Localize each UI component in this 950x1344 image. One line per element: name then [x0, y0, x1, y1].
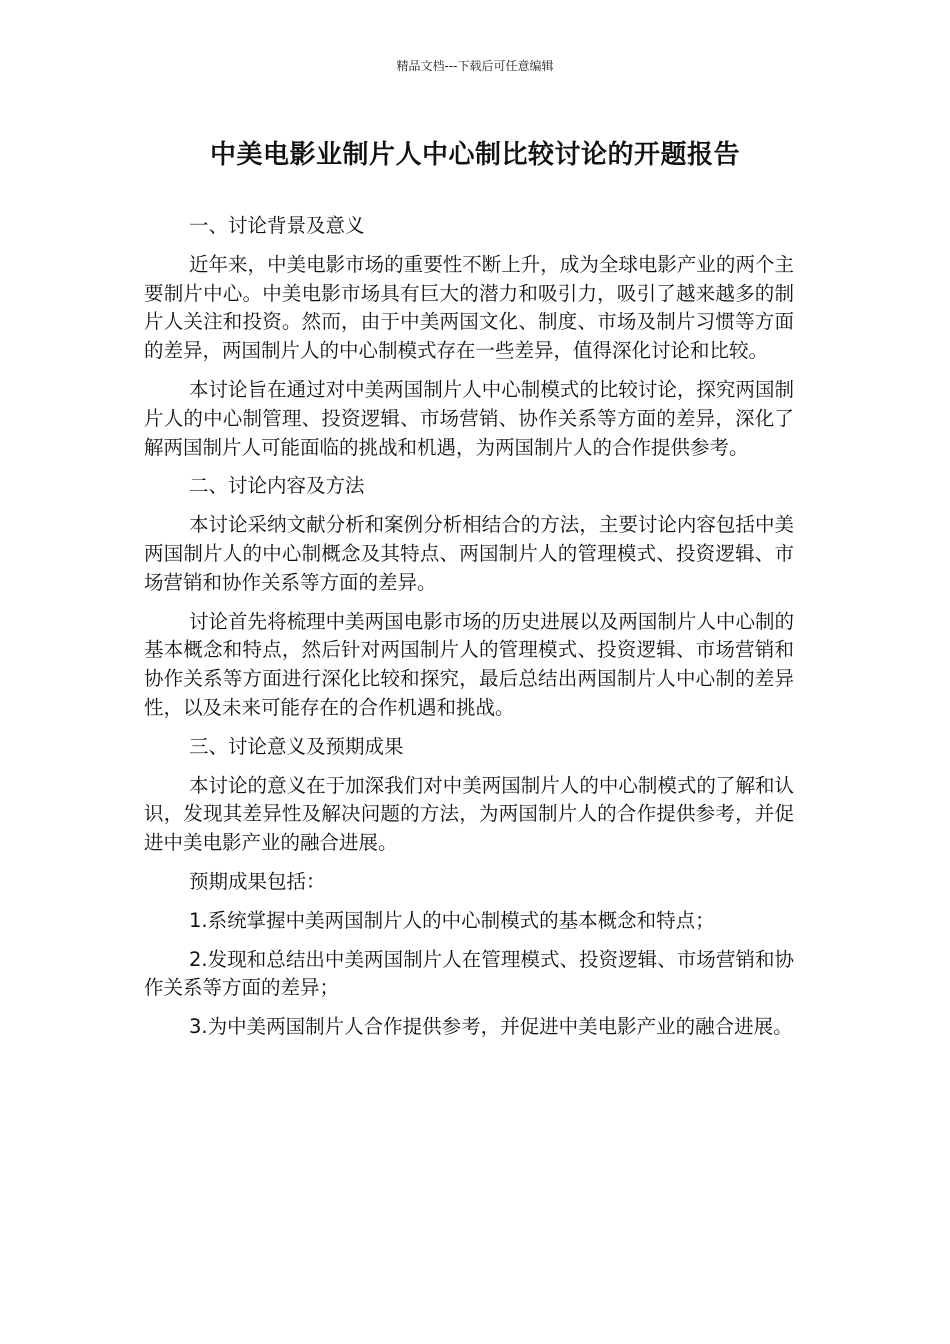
paragraph-significance-1: 本讨论的意义在于加深我们对中美两国制片人的中心制模式的了解和认识，发现其差异性及解决问题的方法，为两国制片人的合作提供参考，并促进中美电影产业的融合进展。 — [144, 773, 794, 855]
document-title: 中美电影业制片人中心制比较讨论的开题报告 — [209, 140, 740, 170]
document-body — [144, 212, 794, 1052]
page-header-watermark: 精品文档---下载后可任意编辑 — [396, 59, 554, 73]
paragraph-background-2: 本讨论旨在通过对中美两国制片人中心制模式的比较讨论，探究两国制片人的中心制管理、投资逻辑、市场营销、协作关系等方面的差异，深化了解两国制片人可能面临的挑战和机遇，为两国制片人的合作提供参考。 — [144, 377, 794, 459]
section-heading-background: 一、讨论背景及意义 — [189, 214, 365, 237]
list-item-outcome-1: 1.系统掌握中美两国制片人的中心制模式的基本概念和特点； — [189, 908, 715, 932]
section-heading-content-method: 二、讨论内容及方法 — [189, 474, 365, 498]
list-item-outcome-2: 2.发现和总结出中美两国制片人在管理模式、投资逻辑、市场营销和协作关系等方面的差异； — [144, 947, 794, 1000]
paragraph-expected-outcomes-intro: 预期成果包括： — [189, 869, 326, 893]
list-item-outcome-3: 3.为中美两国制片人合作提供参考，并促进中美电影产业的融合进展。 — [189, 1015, 793, 1039]
paragraph-background-1: 近年来，中美电影市场的重要性不断上升，成为全球电影产业的两个主要制片中心。中美电影市场具有巨大的潜力和吸引力，吸引了越来越多的制片人关注和投资。然而，由于中美两国文化、制度、市场及制片习惯等方面的差异，两国制片人的中心制模式存在一些差异，值得深化讨论和比较。 — [144, 252, 794, 363]
paragraph-content-method-2: 讨论首先将梳理中美两国电影市场的历史进展以及两国制片人中心制的基本概念和特点，然后针对两国制片人的管理模式、投资逻辑、市场营销和协作关系等方面进行深化比较和探究，最后总结出两国制片人中心制的差异性，以及未来可能存在的合作机遇和挑战。 — [144, 609, 794, 719]
section-heading-significance: 三、讨论意义及预期成果 — [189, 734, 404, 758]
paragraph-content-method-1: 本讨论采纳文献分析和案例分析相结合的方法，主要讨论内容包括中美两国制片人的中心制概念及其特点、两国制片人的管理模式、投资逻辑、市场营销和协作关系等方面的差异。 — [144, 513, 794, 594]
